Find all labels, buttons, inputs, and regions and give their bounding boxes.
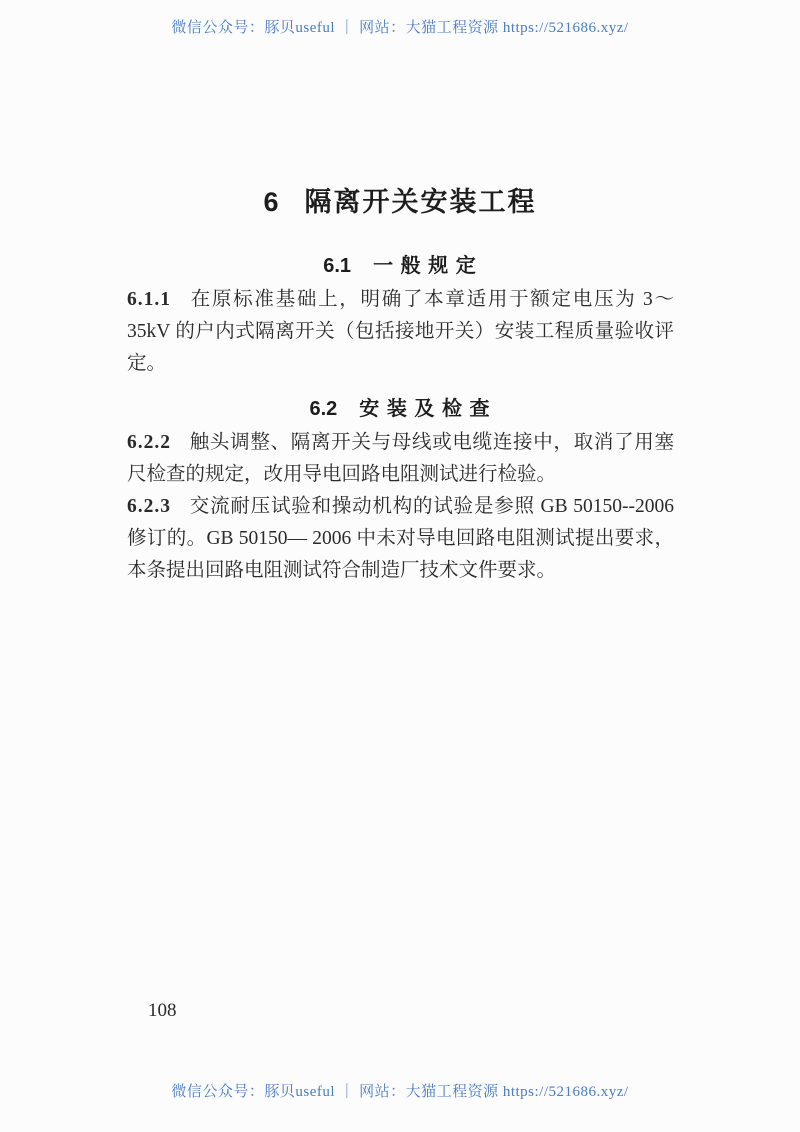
clause-6-1-1 (127, 284, 674, 380)
section-title-text: 一 般 规 定 (373, 255, 477, 277)
page-number: 108 (148, 1000, 177, 1021)
section-number: 6.1 (323, 255, 352, 277)
footer-watermark-text: 微信公众号：豚贝useful ｜ 网站：大猫工程资源 https://521686.xyz/ (171, 1084, 629, 1100)
header-watermark-text: 微信公众号：豚贝useful ｜ 网站：大猫工程资源 https://521686.xyz/ (171, 20, 629, 36)
clause-text: 触头调整、隔离开关与母线或电缆连接中，取消了用塞尺检查的规定，改用导电回路电阻测试进行检验。 (127, 432, 674, 485)
section-heading-6-2 (0, 392, 800, 421)
section-number: 6.2 (309, 398, 338, 420)
chapter-number: 6 (263, 187, 279, 217)
clause-6-2-2 (127, 427, 674, 491)
footer-watermark (0, 1080, 800, 1101)
chapter-title (0, 180, 800, 219)
clause-number: 6.1.1 (127, 289, 171, 310)
chapter-title-text: 隔离开关安装工程 (304, 187, 537, 217)
clause-text: 在原标准基础上，明确了本章适用于额定电压为 3～35kV 的户内式隔离开关（包括接地开关）安装工程质量验收评定。 (127, 289, 674, 374)
section-title-text: 安 装 及 检 查 (359, 398, 491, 420)
clause-number: 6.2.2 (127, 432, 171, 453)
header-watermark (0, 16, 800, 37)
section-heading-6-1 (0, 249, 800, 278)
clause-text: 交流耐压试验和操动机构的试验是参照 GB 50150--2006 修订的。GB 50150— 2006 中未对导电回路电阻测试提出要求，本条提出回路电阻测试符合制造厂技术文件要求。 (127, 496, 674, 581)
clause-6-2-3 (127, 491, 674, 587)
clause-number: 6.2.3 (127, 496, 171, 517)
